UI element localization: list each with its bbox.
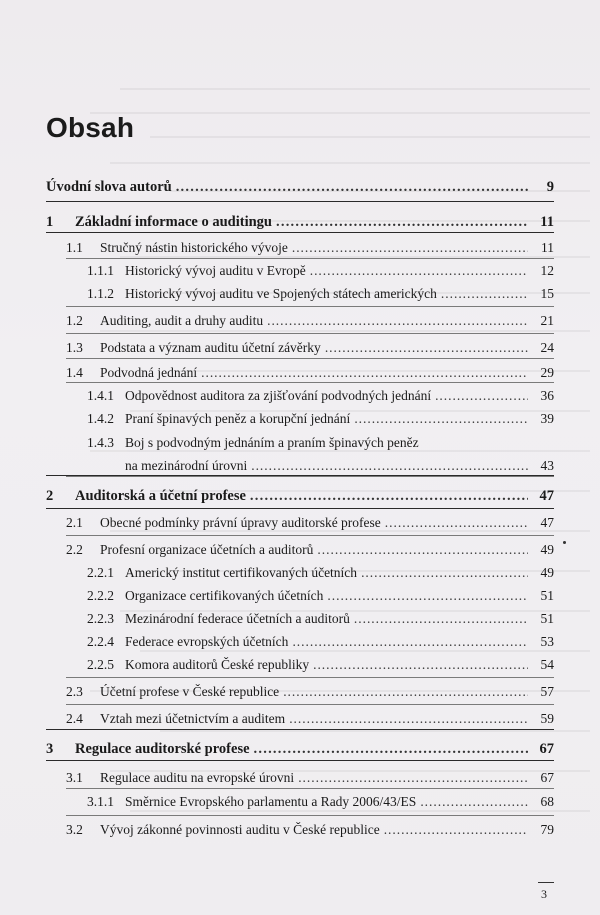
toc-entry-number: 1.4.1 bbox=[87, 388, 114, 403]
toc-leader-dots bbox=[292, 633, 528, 651]
row-divider bbox=[66, 535, 554, 536]
toc-leader-dots bbox=[361, 564, 528, 582]
toc-entry-title: Boj s podvodným jednáním a praním špinavých peněz bbox=[125, 435, 419, 450]
toc-leader-dots bbox=[420, 793, 528, 811]
toc-leader-dots bbox=[292, 239, 528, 257]
toc-entry-page: 67 bbox=[540, 770, 554, 785]
row-divider bbox=[66, 333, 554, 334]
toc-entry-title: Vztah mezi účetnictvím a auditem bbox=[100, 711, 286, 726]
toc-entry-title: Úvodní slova autorů bbox=[46, 179, 172, 195]
toc-entry-number: 1.1.2 bbox=[87, 286, 114, 301]
toc-entry-number: 2.1 bbox=[66, 515, 83, 530]
toc-entry-title: Federace evropských účetních bbox=[125, 634, 289, 649]
toc-entry-page: 47 bbox=[540, 515, 554, 530]
toc-entry-page: 11 bbox=[541, 240, 554, 255]
toc-entry-title: Auditing, audit a druhy auditu bbox=[100, 313, 264, 328]
toc-leader-dots bbox=[354, 610, 528, 628]
toc-leader-dots bbox=[354, 410, 528, 428]
toc-entry-title: Regulace auditu na evropské úrovni bbox=[100, 770, 295, 785]
toc-entry-page: 11 bbox=[540, 214, 554, 230]
toc-entry-title: Základní informace o auditingu bbox=[75, 214, 272, 230]
toc-entry-page: 39 bbox=[540, 411, 554, 426]
page-title: Obsah bbox=[46, 112, 135, 143]
toc-entry-number: 2.2 bbox=[66, 542, 83, 557]
toc-leader-dots bbox=[267, 312, 528, 330]
toc-entry-page: 24 bbox=[540, 340, 554, 355]
row-divider bbox=[66, 358, 554, 359]
toc-entry-page: 47 bbox=[539, 488, 554, 504]
toc-entry-page: 53 bbox=[540, 634, 554, 649]
folio-rule bbox=[538, 882, 554, 883]
toc-entry-number: 1.3 bbox=[66, 340, 83, 355]
toc-entry-page: 51 bbox=[540, 611, 554, 626]
toc-entry-number: 2.2.1 bbox=[87, 565, 114, 580]
toc-entry-page: 57 bbox=[540, 684, 554, 699]
toc-leader-dots bbox=[176, 178, 528, 196]
toc-entry-page: 15 bbox=[540, 286, 554, 301]
toc-entry-page: 79 bbox=[540, 822, 554, 837]
section-divider bbox=[46, 760, 554, 761]
toc-entry-page: 29 bbox=[540, 365, 554, 380]
toc-entry-title-continued: na mezinárodní úrovni bbox=[125, 458, 248, 473]
toc-entry-title: Historický vývoj auditu ve Spojených státech amerických bbox=[125, 286, 437, 301]
row-divider bbox=[66, 815, 554, 816]
section-divider bbox=[46, 508, 554, 509]
toc-entry-page: 49 bbox=[540, 542, 554, 557]
toc-entry-title: Regulace auditorské profese bbox=[75, 741, 250, 757]
toc-entry-title: Komora auditorů České republiky bbox=[125, 657, 310, 672]
toc-entry-page: 43 bbox=[540, 458, 554, 473]
toc-leader-dots bbox=[298, 769, 528, 787]
paper-speck bbox=[563, 541, 566, 544]
row-divider bbox=[66, 258, 554, 259]
toc-leader-dots bbox=[276, 213, 528, 231]
toc-entry-page: 12 bbox=[540, 263, 554, 278]
toc-leader-dots bbox=[283, 683, 528, 701]
toc-entry-title: Praní špinavých peněz a korupční jednání bbox=[125, 411, 351, 426]
section-divider bbox=[46, 729, 554, 730]
toc-entry-number: 1 bbox=[46, 214, 54, 230]
toc-entry-page: 59 bbox=[540, 711, 554, 726]
toc-entry-title: Účetní profese v České republice bbox=[100, 684, 280, 699]
toc-entry-page: 51 bbox=[540, 588, 554, 603]
toc-entry-title: Mezinárodní federace účetních a auditorů bbox=[125, 611, 350, 626]
row-divider bbox=[66, 306, 554, 307]
section-divider bbox=[46, 201, 554, 202]
toc-entry-title: Obecné podmínky právní úpravy auditorské profese bbox=[100, 515, 381, 530]
toc-entry-title: Americký institut certifikovaných účetních bbox=[125, 565, 358, 580]
page-number: 3 bbox=[541, 887, 547, 901]
toc-entry-number: 3 bbox=[46, 741, 54, 757]
toc-leader-dots bbox=[435, 387, 528, 405]
toc-leader-dots bbox=[310, 262, 528, 280]
toc-entry-page: 68 bbox=[540, 794, 554, 809]
toc-leader-dots bbox=[289, 710, 528, 728]
toc-leader-dots bbox=[325, 339, 528, 357]
toc-entry-title: Odpovědnost auditora za zjišťování podvodných jednání bbox=[125, 388, 432, 403]
section-divider bbox=[46, 232, 554, 233]
toc-entry-page: 21 bbox=[540, 313, 554, 328]
toc-entry-title: Stručný nástin historického vývoje bbox=[100, 240, 288, 255]
toc-entry-number: 1.4.3 bbox=[87, 435, 114, 450]
toc-entry-number: 2.4 bbox=[66, 711, 83, 726]
toc-entry-number: 3.2 bbox=[66, 822, 83, 837]
toc-entry-number: 2.2.2 bbox=[87, 588, 114, 603]
toc-entry-title: Podvodná jednání bbox=[100, 365, 198, 380]
toc-entry-number: 1.4 bbox=[66, 365, 83, 380]
toc-leader-dots bbox=[251, 457, 528, 475]
row-divider bbox=[66, 788, 554, 789]
toc-leader-dots bbox=[250, 487, 528, 505]
toc-leader-dots bbox=[317, 541, 528, 559]
toc-leader-dots bbox=[385, 514, 528, 532]
toc-entry-number: 1.1.1 bbox=[87, 263, 114, 278]
toc-entry-number: 2.2.5 bbox=[87, 657, 114, 672]
toc-entry-page: 49 bbox=[540, 565, 554, 580]
toc-leader-dots bbox=[384, 821, 528, 839]
toc-entry-number: 2.2.4 bbox=[87, 634, 114, 649]
toc-entry-title: Auditorská a účetní profese bbox=[75, 488, 246, 504]
toc-entry-number: 1.2 bbox=[66, 313, 83, 328]
toc-entry-title: Podstata a význam auditu účetní závěrky bbox=[100, 340, 321, 355]
toc-leader-dots bbox=[313, 656, 528, 674]
toc-entry-number: 2.3 bbox=[66, 684, 83, 699]
toc-leader-dots bbox=[201, 364, 528, 382]
toc-entry-page: 9 bbox=[546, 179, 554, 195]
toc-entry-title: Organizace certifikovaných účetních bbox=[125, 588, 324, 603]
toc-leader-dots bbox=[327, 587, 528, 605]
toc-entry-number: 3.1 bbox=[66, 770, 83, 785]
row-divider bbox=[66, 382, 554, 383]
toc-entry-number: 2 bbox=[46, 488, 54, 504]
toc-entry-page: 67 bbox=[539, 741, 554, 757]
toc-leader-dots bbox=[254, 740, 528, 758]
toc-entry-number: 2.2.3 bbox=[87, 611, 114, 626]
toc-entry-number: 1.1 bbox=[66, 240, 83, 255]
toc-entry-page: 54 bbox=[540, 657, 554, 672]
row-divider bbox=[66, 704, 554, 705]
toc-entry-title: Směrnice Evropského parlamentu a Rady 2006/43/ES bbox=[125, 794, 417, 809]
toc-entry-title: Vývoj zákonné povinnosti auditu v České republice bbox=[100, 822, 380, 837]
toc-entry-page: 36 bbox=[540, 388, 554, 403]
toc-entry-title: Profesní organizace účetních a auditorů bbox=[100, 542, 314, 557]
row-divider bbox=[66, 476, 554, 477]
toc-entry-number: 3.1.1 bbox=[87, 794, 114, 809]
toc-entry-title: Historický vývoj auditu v Evropě bbox=[125, 263, 306, 278]
row-divider bbox=[66, 677, 554, 678]
toc-entry-number: 1.4.2 bbox=[87, 411, 114, 426]
toc-leader-dots bbox=[441, 285, 528, 303]
